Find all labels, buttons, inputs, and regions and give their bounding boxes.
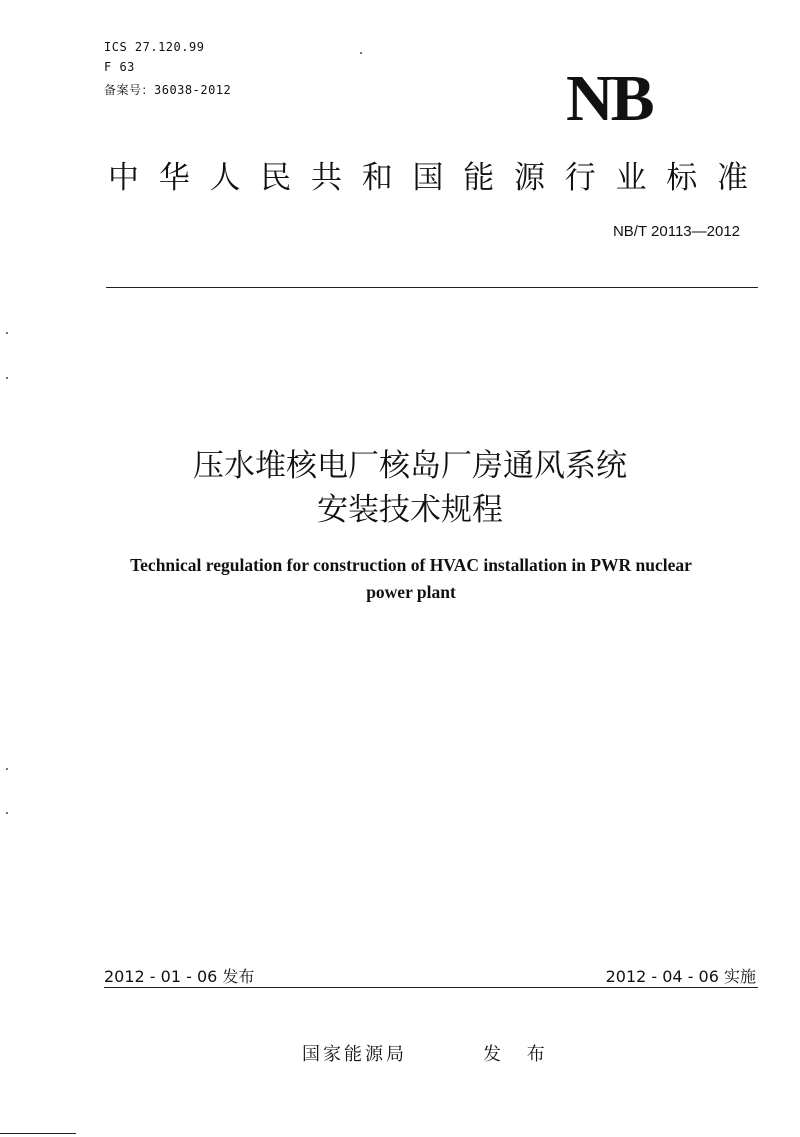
org-char: 能 xyxy=(463,160,495,196)
org-char: 华 xyxy=(158,160,190,196)
org-char: 和 xyxy=(361,160,393,196)
org-char: 业 xyxy=(615,160,647,196)
issue-date: 2012 - 01 - 06 发布 xyxy=(104,967,255,986)
org-char: 中 xyxy=(108,160,139,196)
org-char: 源 xyxy=(514,160,545,196)
classification-code: F 63 xyxy=(104,60,135,74)
org-char: 行 xyxy=(564,160,596,196)
implementation-date: 2012 - 04 - 06 实施 xyxy=(605,967,756,986)
org-char: 标 xyxy=(666,160,698,196)
organization-name xyxy=(108,152,748,197)
issue-label: 发 布 xyxy=(483,1044,555,1065)
org-char: 共 xyxy=(311,160,342,196)
standard-number: NB/T 20113—2012 xyxy=(612,223,740,240)
scan-speck xyxy=(360,52,362,54)
header-divider xyxy=(106,287,758,288)
org-char: 民 xyxy=(260,160,292,196)
title-chinese-line2: 安装技术规程 xyxy=(317,492,503,528)
registration-number: 备案号：36038-2012 xyxy=(104,83,232,97)
title-english-line1: Technical regulation for construction of HVAC installation in PWR nuclear xyxy=(130,555,692,575)
footer-divider xyxy=(104,987,758,988)
scan-speck xyxy=(6,768,8,770)
title-english-line2: power plant xyxy=(366,582,456,602)
org-char: 国 xyxy=(412,160,444,196)
scan-edge-line xyxy=(0,1133,76,1134)
org-char: 人 xyxy=(209,160,241,196)
title-chinese-line1: 压水堆核电厂核岛厂房通风系统 xyxy=(193,448,627,484)
scan-speck xyxy=(6,377,8,379)
issuing-authority: 国家能源局 xyxy=(302,1044,407,1065)
scan-speck xyxy=(6,332,8,334)
nb-logo: NB xyxy=(566,62,652,135)
ics-code: ICS 27.120.99 xyxy=(104,40,205,54)
org-char: 准 xyxy=(717,160,748,196)
scan-speck xyxy=(6,812,8,814)
